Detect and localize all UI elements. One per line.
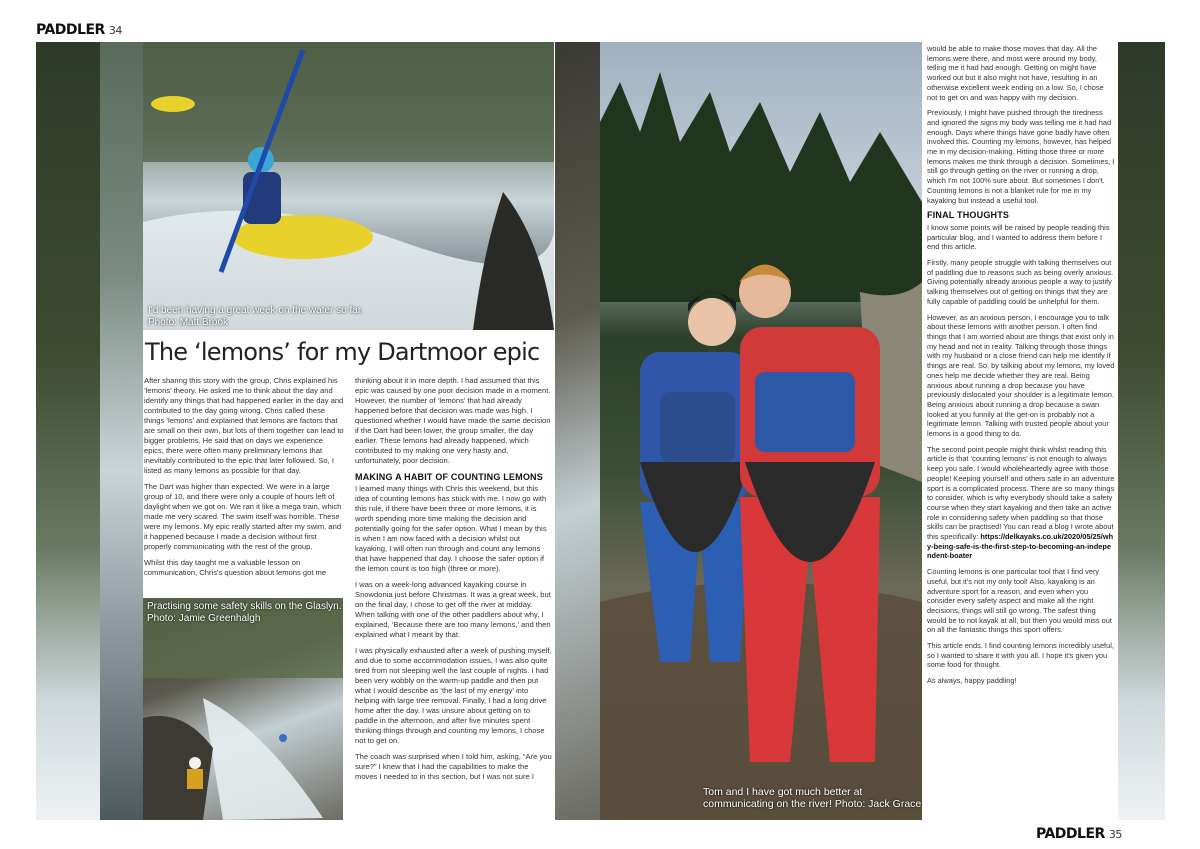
left-masthead <box>36 22 122 38</box>
article-headline: The ‘lemons’ for my Dartmoor epic <box>145 338 540 366</box>
page-number: 34 <box>108 24 122 37</box>
paragraph: After sharing this story with the group, Chris explained his ‘lemons’ theory. He asked me to think about the day and identify any things that had happened earlier in the day and contributed to the day going wrong. Chris called these things ‘lemons’ and explained that lemons are factors that are small on their own, but lots of them together can lead to bigger problems. He said that on days we experience epics, there were often many preliminary lemons that inevitably contributed to the epic that later followed. So, I listed as many lemons as possible for that day. <box>144 376 344 475</box>
right-masthead <box>1036 826 1122 842</box>
right-column <box>927 44 1115 692</box>
brand-logo: PADDLER <box>1036 826 1105 842</box>
paragraph: Whilst this day taught me a valuable lesson on communication, Chris's question about lemons got me <box>144 558 327 577</box>
bottom-safety-photo <box>143 598 343 820</box>
couple-photo-caption: Tom and I have got much better at communicating on the river! Photo: Jack Grace <box>703 786 922 810</box>
top-photo-caption: I'd been having a great week on the water so far. Photo: Matt Brook <box>148 305 364 328</box>
left-column-2 <box>355 376 552 788</box>
kayak-illustration <box>143 42 554 330</box>
paragraph: The Dart was higher than expected. We were in a large group of 10, and there were only a couple of hours left of daylight when we got on. We ran it like a mega train, which made me very scared. The swim itself was horrible. These were my lemons. My epic really started after my swim, and it happened because I made a decision without first properly communicating with the rest of the group. <box>144 482 342 551</box>
left-bg-strip <box>100 42 143 820</box>
top-kayak-photo <box>143 42 554 330</box>
brand-logo: PADDLER <box>36 22 105 38</box>
left-column-1 <box>144 376 344 584</box>
section-heading: MAKING A HABIT OF COUNTING LEMONS <box>355 472 543 482</box>
section-heading: FINAL THOUGHTS <box>927 210 1010 221</box>
couple-photo <box>600 42 922 820</box>
paragraph: However, as an anxious person, I encourage you to talk about these lemons with another person. I often find things that I am worried about are things that exist only in my head and not in reality. Talking through those things with my husband or a close friend can help me identify if things are real. So, by talking about my lemons, my loved ones help me decide whether they are real. Being anxious about running a drop because you have previously dislocated your shoulder is a legitimate lemon. Being anxious about running a drop because a swan looked at you funnily at the get-on is probably not a legitimate lemon. Talking with trusted people about your lemons is a good thing to do. <box>927 312 1115 439</box>
couple-illustration <box>600 42 922 820</box>
blog-link[interactable]: https://delkayaks.co.uk/2020/05/25/why-being-safe-is-the-first-step-to-becoming-an-independent-boater <box>927 532 1114 561</box>
paragraph: I know some points will be raised by people reading this particular blog, and I wanted to address them before I end this article. <box>927 222 1110 252</box>
paragraph: Firstly, many people struggle with talking themselves out of paddling due to reasons such as being overly anxious. Giving potentially already anxious people a way to justify talking themselves out of getting on things that they are fully capable of paddling could be unhelpful for them. <box>927 258 1114 306</box>
paragraph: As always, happy paddling! <box>927 676 1017 686</box>
paragraph: Previously, I might have pushed through the tiredness and ignored the signs my body was telling me it had had enough. Days where things have gone badly have often involved this. Counting my lemons, however, has helped me in my decision-making. Hitting those three or more lemons makes me think through a decision. Sometimes, I still go through getting on the river or running a drop, which I'm not 100% sure about. But sometimes I don't. Counting lemons is not a blanket rule for me in my kayaking but instead a useful tool. <box>927 108 1115 205</box>
gutter-photo <box>555 42 600 820</box>
paragraph: I learned many things with Chris this weekend, but this idea of counting lemons has stuck with me. I now go with this rule, if there have been three or more lemons, it is worth spending more time making the decision and potentially going for the safer option. What I mean by this is when I am now faced with a decision whilst out kayaking, I will often run through and count any lemons that have happened that day. I choose the safer option if the lemon count is too high (three or more). <box>355 484 547 573</box>
paragraph: This article ends. I find counting lemons incredibly useful, so I wanted to share it with you all. I hope it's given you some food for thought. <box>927 641 1114 670</box>
paragraph: The second point people might think whilst reading this article is that ‘counting lemons’ is not enough to always keep you safe. I would wholeheartedly agree with those people! Keeping yourself and others safe in an adventure sport is a complicated process. There are so many things to consider, which is why everybody should take a safety course when they start kayaking and then take an active role in considering safety when paddling so that those skills can be practised! You can read a blog I wrote about this specifically: https://delkayaks.co.uk/2020/05/25/why-being-safe-is-the-first-step-to-becoming-an-independent-boater <box>927 444 1115 561</box>
left-edge-photo <box>36 42 100 820</box>
right-edge-photo <box>1118 42 1165 820</box>
safety-illustration <box>143 598 343 820</box>
paragraph: would be able to make those moves that day. All the lemons were there, and most were around my body, telling me it had had enough. Getting on might have worked out but it also might not have, resulting in an otherwise excellent week ending on a low. So, I chose not to get on and was happy with my decision. <box>927 44 1104 102</box>
paragraph: I was on a week-long advanced kayaking course in Snowdonia just before Christmas. It was a great week, but on the final day, I chose to get off the river at midday. When talking with one of the other paddlers about why, I explained, ‘Because there are too many lemons,’ and then explained what I meant by that. <box>355 580 551 639</box>
paragraph: thinking about it in more depth. I had assumed that this epic was caused by one poor decision made in a moment. However, the number of ‘lemons’ that had already happened before that decision was made was high. I questioned whether I would have made the same decision if the Dart had been lower, the group smaller, the day earlier. These lemons had already happened, which contributed to my making one very hasty and, unfortunately, poor decision. <box>355 376 551 465</box>
paragraph: The coach was surprised when I told him, asking, “Are you sure?” I knew that I had the capabilities to make the moves I needed to in this section, but I was not sure I <box>355 752 552 781</box>
paragraph: I was physically exhausted after a week of pushing myself, and due to some accommodation issues, I was also quite tired from not sleeping well the last couple of nights. I had been very wobbly on the warm-up paddle and then put what I would describe as ‘the last of my energy’ into helping with large tree removal. Finally, I had a long drive home after the day. I was unsure about getting on to paddle in the afternoon, and after five minutes spent thinking things through and counting my lemons, I chose not to get on. <box>355 646 552 745</box>
bottom-photo-caption: Practising some safety skills on the Glaslyn. Photo: Jamie Greenhalgh <box>147 601 342 624</box>
page-number: 35 <box>1108 828 1122 841</box>
paragraph: Counting lemons is one particular tool that I find very useful, but it's not my only tool! Also, kayaking is an adventure sport for a reason, and even when you consider every safety aspect and make all the right decisions, things will still go wrong. The safest thing would be to not kayak at all, but then you would miss out on all the fantastic things this sport offers. <box>927 567 1112 635</box>
